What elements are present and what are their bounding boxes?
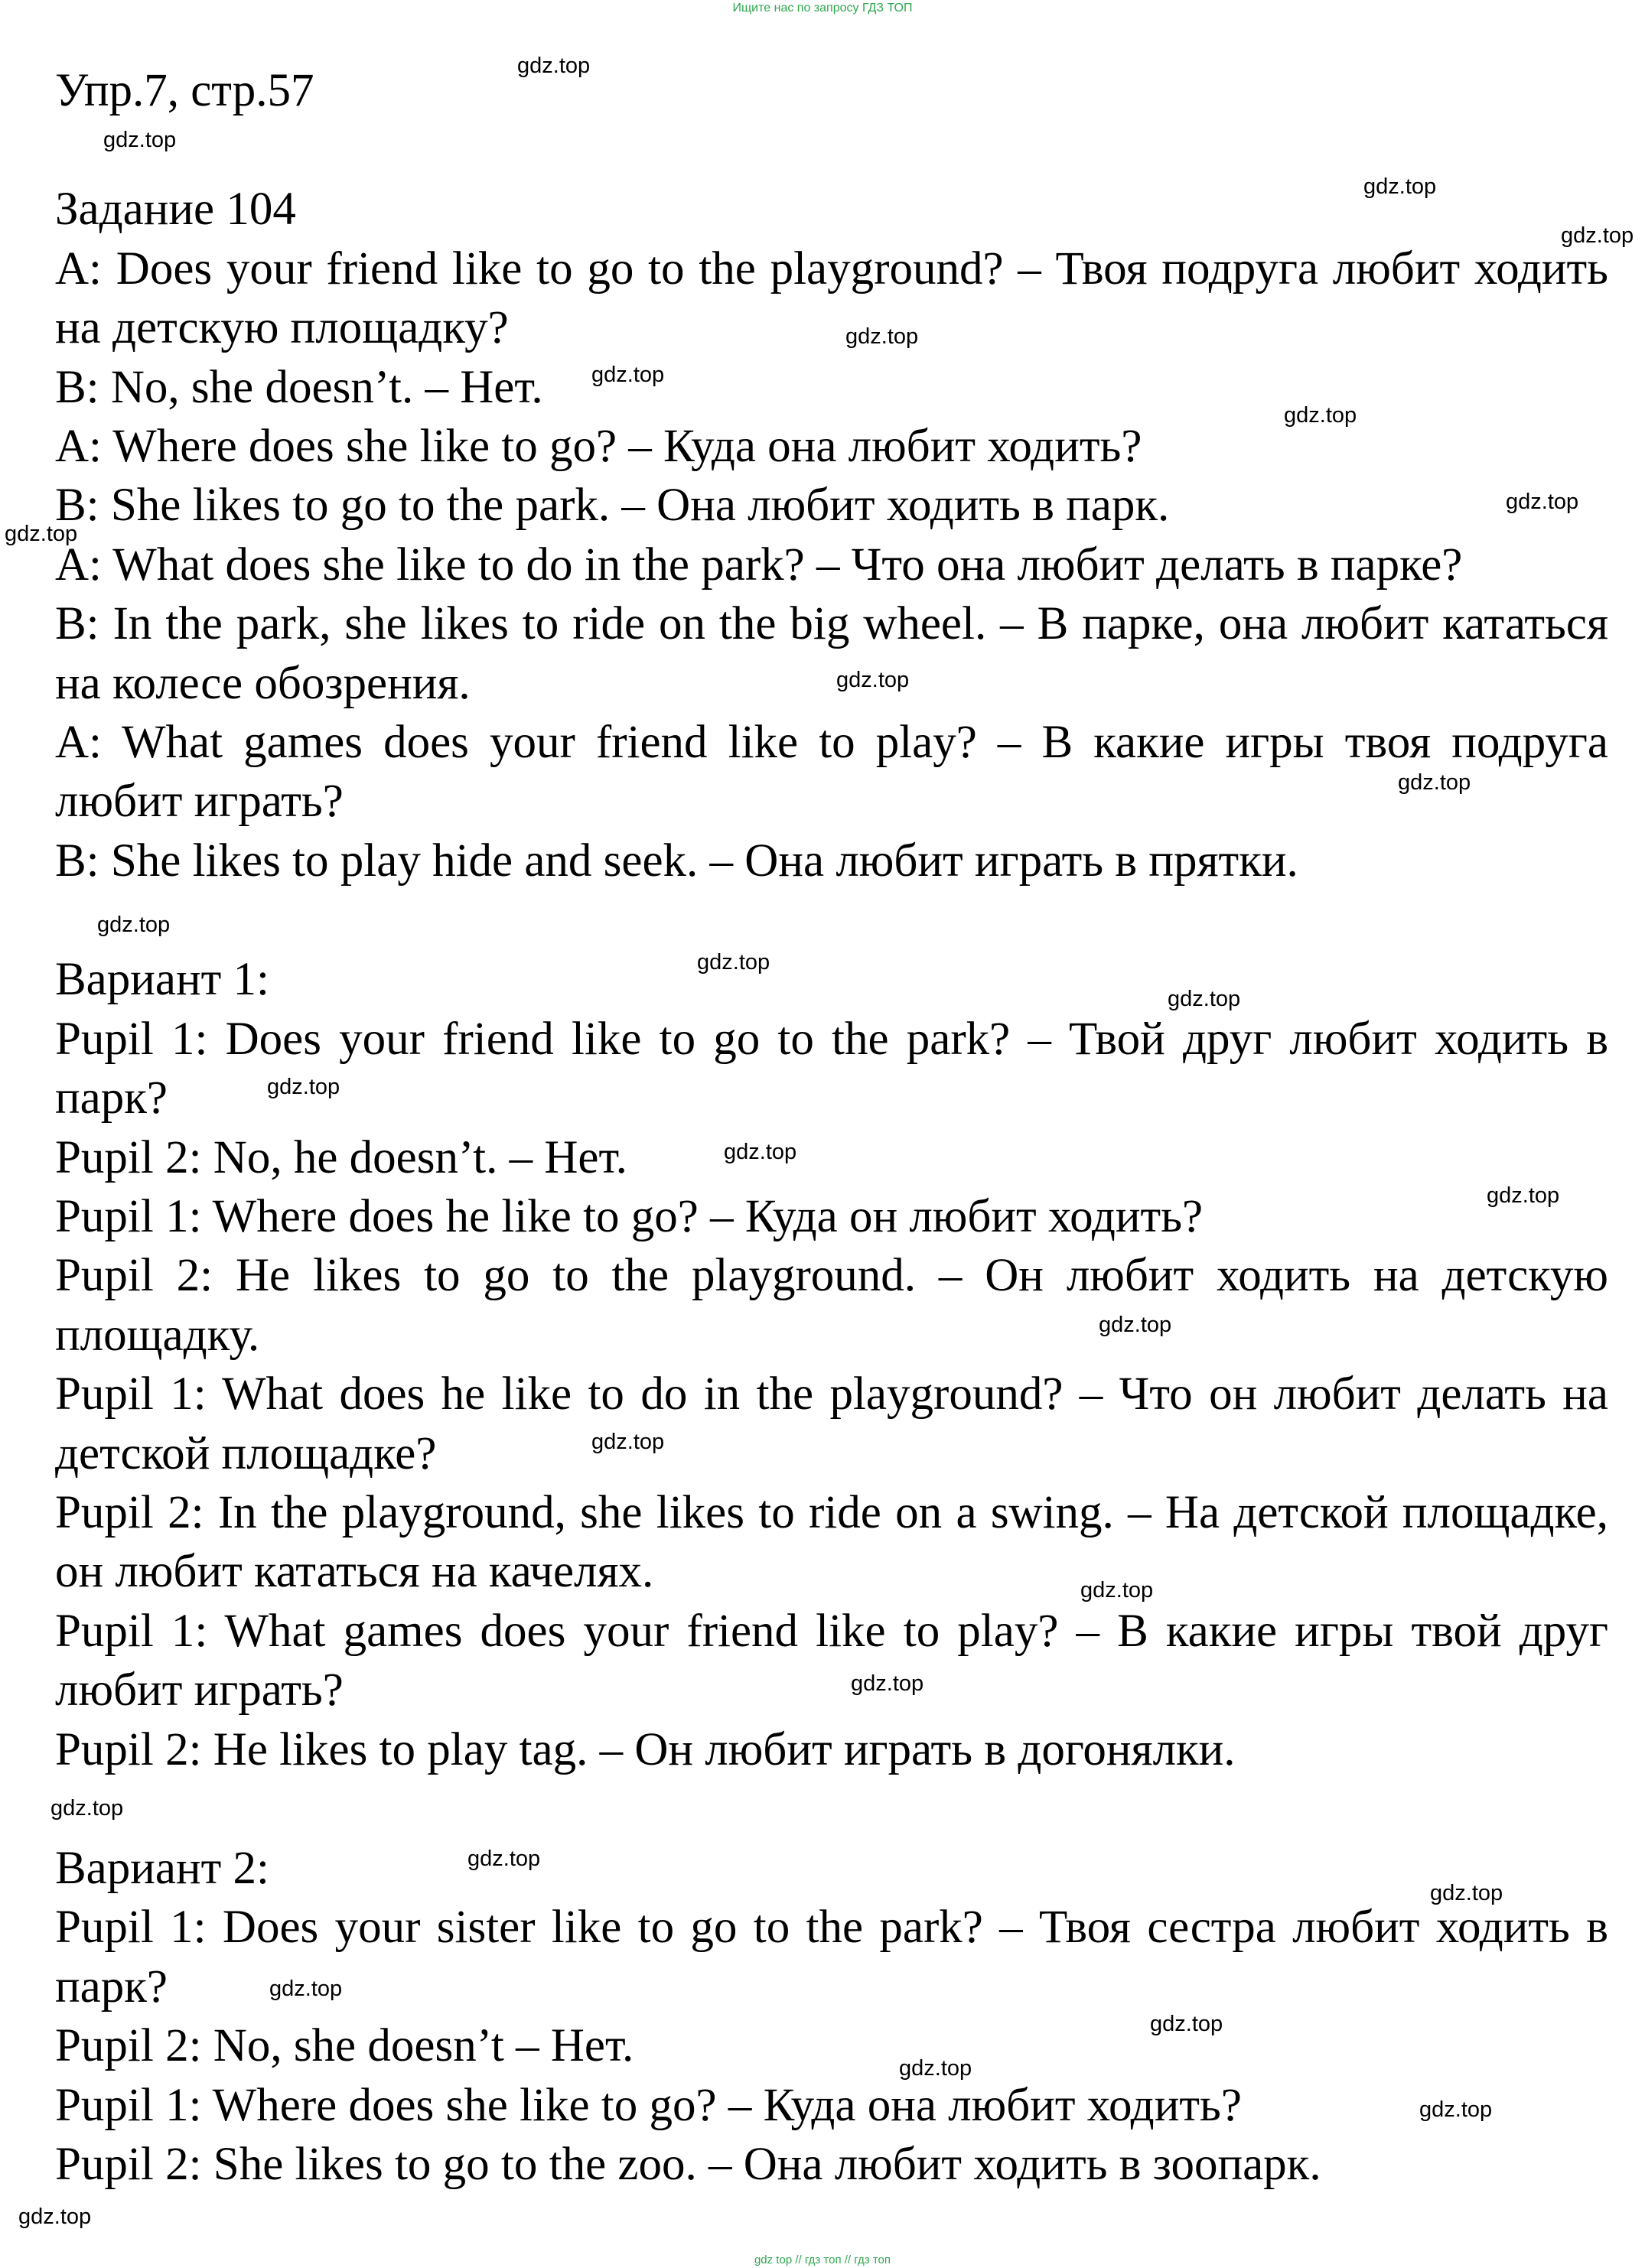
watermark: gdz.top bbox=[18, 2205, 92, 2229]
watermark: gdz.top bbox=[1363, 174, 1437, 199]
dialogue-line: Pupil 2: No, she doesn’t – Нет. bbox=[55, 2020, 634, 2072]
dialogue-line: Pupil 2: He likes to go to the playground. – Он любит ходить на детскую площадку. bbox=[55, 1250, 1608, 1361]
watermark: gdz.top bbox=[1284, 403, 1357, 428]
variant-2-heading: Вариант 2: bbox=[55, 1842, 269, 1894]
watermark: gdz.top bbox=[851, 1671, 924, 1696]
watermark: gdz.top bbox=[267, 1075, 340, 1099]
watermark: gdz.top bbox=[845, 324, 919, 349]
dialogue-line: B: No, she doesn’t. – Нет. bbox=[55, 361, 543, 413]
footer-note: gdz top // гдз топ // гдз топ bbox=[754, 2253, 891, 2266]
header-note: Ищите нас по запросу ГДЗ ТОП bbox=[732, 2, 913, 15]
dialogue-line: Pupil 2: He likes to play tag. – Он любит играть в догонялки. bbox=[55, 1723, 1236, 1775]
watermark: gdz.top bbox=[591, 1430, 665, 1454]
watermark: gdz.top bbox=[103, 128, 177, 152]
watermark: gdz.top bbox=[50, 1796, 124, 1821]
dialogue-line: A: What does she like to do in the park? – Что она любит делать в парке? bbox=[55, 539, 1463, 591]
watermark: gdz.top bbox=[269, 1977, 343, 2001]
watermark: gdz.top bbox=[1150, 2012, 1223, 2036]
watermark: gdz.top bbox=[724, 1140, 797, 1164]
dialogue-line: Pupil 1: What games does your friend like to play? – В какие игры твой друг любит играть? bbox=[55, 1605, 1608, 1716]
variant-1-heading: Вариант 1: bbox=[55, 954, 269, 1006]
watermark: gdz.top bbox=[1506, 490, 1579, 514]
watermark: gdz.top bbox=[836, 668, 910, 692]
dialogue-line: B: She likes to play hide and seek. – Она любит играть в прятки. bbox=[55, 835, 1298, 887]
dialogue-line: A: What games does your friend like to play? – В какие игры твоя подруга любит играть? bbox=[55, 717, 1608, 828]
task-section bbox=[55, 180, 1608, 890]
dialogue-line: Pupil 1: Where does she like to go? – Куда она любит ходить? bbox=[55, 2079, 1242, 2131]
watermark: gdz.top bbox=[591, 363, 665, 387]
watermark: gdz.top bbox=[97, 913, 171, 937]
watermark: gdz.top bbox=[1168, 987, 1241, 1011]
dialogue-line: Pupil 1: Where does he like to go? – Куда он любит ходить? bbox=[55, 1190, 1204, 1242]
watermark: gdz.top bbox=[5, 522, 78, 546]
dialogue-line: Pupil 2: No, he doesn’t. – Нет. bbox=[55, 1131, 627, 1183]
dialogue-line: B: She likes to go to the park. – Она любит ходить в парк. bbox=[55, 480, 1170, 532]
watermark: gdz.top bbox=[1487, 1183, 1560, 1208]
dialogue-line: Pupil 2: She likes to go to the zoo. – Она любит ходить в зоопарк. bbox=[55, 2139, 1321, 2190]
watermark: gdz.top bbox=[1430, 1881, 1503, 1905]
watermark: gdz.top bbox=[1080, 1578, 1154, 1603]
watermark: gdz.top bbox=[467, 1847, 541, 1871]
dialogue-line: Pupil 1: Does your friend like to go to the park? – Твой друг любит ходить в парк? bbox=[55, 1013, 1608, 1124]
dialogue-line: Pupil 1: What does he like to do in the playground? – Что он любит делать на детской площадке? bbox=[55, 1368, 1608, 1479]
watermark: gdz.top bbox=[517, 54, 591, 78]
exercise-title: Упр.7, стр.57 bbox=[55, 65, 314, 116]
dialogue-line: A: Where does she like to go? – Куда она любит ходить? bbox=[55, 421, 1142, 473]
watermark: gdz.top bbox=[697, 950, 770, 975]
watermark: gdz.top bbox=[899, 2056, 972, 2081]
dialogue-line: B: In the park, she likes to ride on the big wheel. – В парке, она любит кататься на колесе обозрения. bbox=[55, 598, 1608, 709]
watermark: gdz.top bbox=[1099, 1313, 1172, 1337]
watermark: gdz.top bbox=[1398, 770, 1471, 795]
dialogue-line: A: Does your friend like to go to the playground? – Твоя подруга любит ходить на детскую площадку? bbox=[55, 242, 1608, 354]
watermark: gdz.top bbox=[1419, 2097, 1493, 2122]
dialogue-line: Pupil 1: Does your sister like to go to the park? – Твоя сестра любит ходить в парк? bbox=[55, 1902, 1608, 2013]
variant-2-section bbox=[55, 1839, 1608, 2194]
watermark: gdz.top bbox=[1561, 223, 1634, 248]
document-body bbox=[55, 61, 1608, 2194]
task-heading: Задание 104 bbox=[55, 184, 296, 236]
dialogue-line: Pupil 2: In the playground, she likes to ride on a swing. – На детской площадке, он любит кататься на качелях. bbox=[55, 1486, 1608, 1598]
